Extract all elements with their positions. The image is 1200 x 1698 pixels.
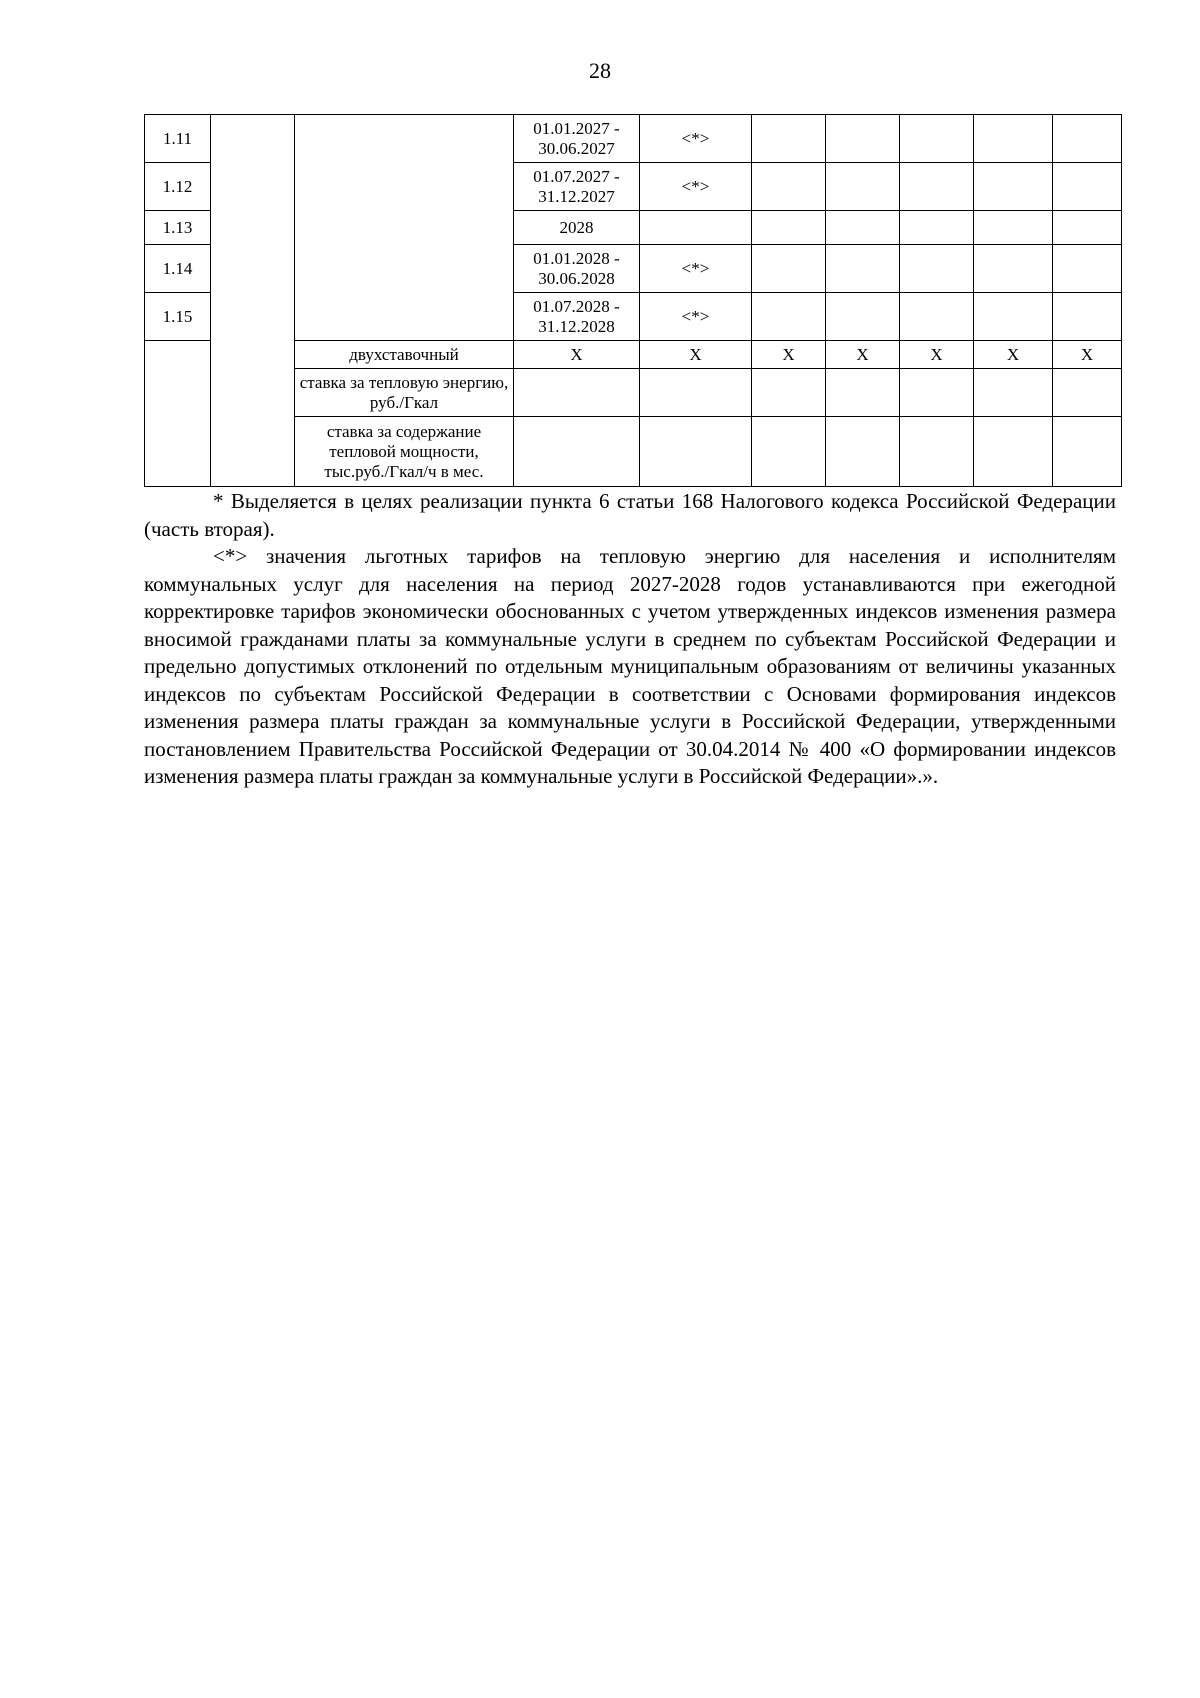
- value-cell: [640, 211, 752, 245]
- empty-cell: [211, 115, 295, 487]
- rate-capacity-label: ставка за содержание тепловой мощности, тыс.руб./Гкал/ч в мес.: [295, 417, 514, 487]
- value-cell: <*>: [640, 163, 752, 211]
- x-mark: Х: [514, 341, 640, 369]
- rate-energy-label: ставка за тепловую энергию, руб./Гкал: [295, 369, 514, 417]
- footnote-star: * Выделяется в целях реализации пункта 6 статьи 168 Налогового кодекса Российской Федерации (часть вторая).: [144, 489, 1116, 541]
- value-cell: <*>: [640, 245, 752, 293]
- period-cell: 01.01.2027 - 30.06.2027: [514, 115, 640, 163]
- row-number: 1.13: [145, 211, 211, 245]
- value-cell: <*>: [640, 115, 752, 163]
- row-number: 1.11: [145, 115, 211, 163]
- footnote-angle-star: <*> значения льготных тарифов на тепловую энергию для населения и исполнителям коммунальных услуг для населения на период 2027-2028 годов устанавливаются при ежегодной корректировке тарифов экономически обоснованных с учетом утвержденных индексов изменения размера вносимой гражданами платы за коммунальные услуги в среднем по субъектам Российской Федерации и предельно допустимых отклонений по отдельным муниципальным образованиям от величины указанных индексов по субъектам Российской Федерации в соответствии с Основами формирования индексов изменения размера платы граждан за коммунальные услуги в Российской Федерации, утвержденными постановлением Правительства Российской Федерации от 30.04.2014 № 400 «О формировании индексов изменения размера платы граждан за коммунальные услуги в Российской Федерации».».: [144, 544, 1116, 788]
- period-cell: 2028: [514, 211, 640, 245]
- empty-cell: [295, 115, 514, 341]
- row-number: 1.12: [145, 163, 211, 211]
- row-number: 1.15: [145, 293, 211, 341]
- x-mark: Х: [1053, 341, 1122, 369]
- table-row: [145, 115, 1122, 163]
- x-mark: Х: [752, 341, 826, 369]
- tariff-table: [144, 114, 1122, 487]
- footnotes: [144, 488, 1116, 791]
- period-cell: 01.07.2027 - 31.12.2027: [514, 163, 640, 211]
- row-number: 1.14: [145, 245, 211, 293]
- two-part-label: двухставочный: [295, 341, 514, 369]
- period-cell: 01.01.2028 - 30.06.2028: [514, 245, 640, 293]
- x-mark: Х: [974, 341, 1053, 369]
- page-number: 28: [589, 58, 611, 83]
- x-mark: Х: [826, 341, 900, 369]
- x-mark: Х: [900, 341, 974, 369]
- empty-cell: [145, 341, 211, 487]
- value-cell: <*>: [640, 293, 752, 341]
- period-cell: 01.07.2028 - 31.12.2028: [514, 293, 640, 341]
- x-mark: Х: [640, 341, 752, 369]
